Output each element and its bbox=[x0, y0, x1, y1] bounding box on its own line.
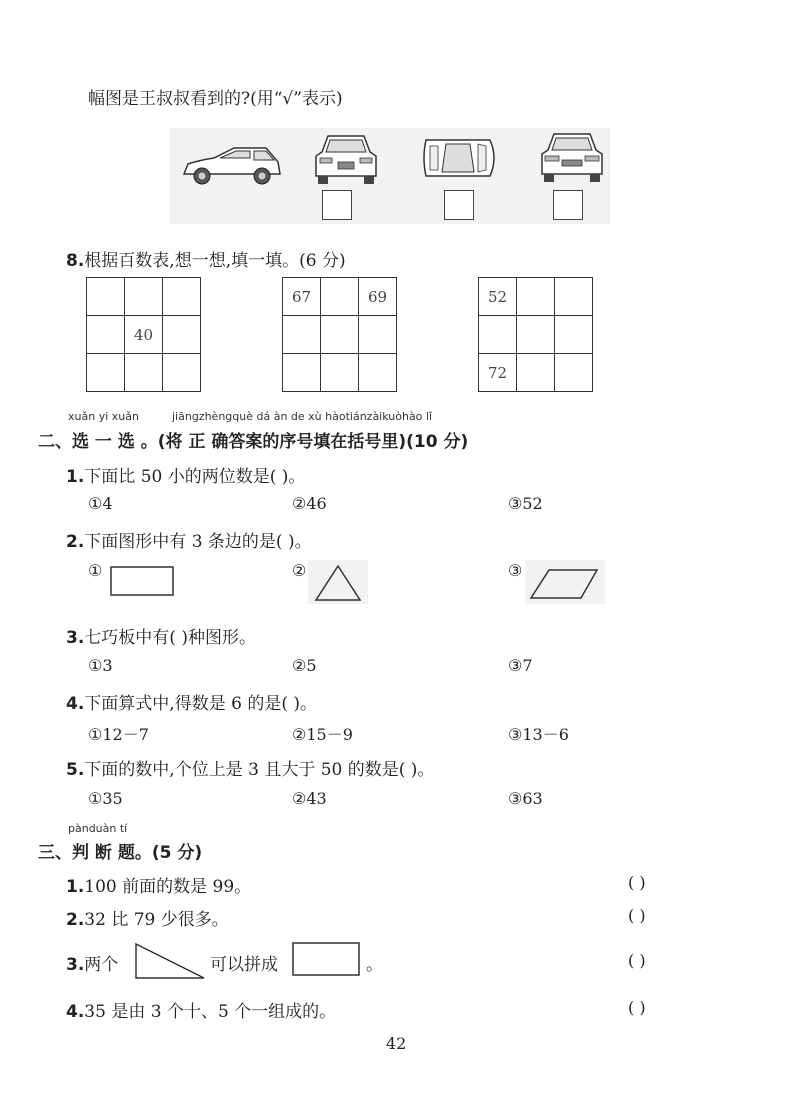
car-top-view-image bbox=[420, 132, 500, 184]
q8-text: 根据百数表,想一想,填一填。(6 分) bbox=[84, 251, 346, 271]
grid3-cell[interactable] bbox=[555, 316, 593, 354]
s2-q4-text: 下面算式中,得数是 6 的是( )。 bbox=[84, 694, 317, 714]
s2-q5-number: 5. bbox=[66, 760, 85, 780]
grid1-cell[interactable] bbox=[87, 278, 125, 316]
s2-q2-option-3[interactable]: ③ bbox=[508, 561, 523, 580]
grid3-cell[interactable] bbox=[517, 316, 555, 354]
s2-q1-option-2[interactable]: ②46 bbox=[292, 494, 327, 513]
grid1-cell[interactable] bbox=[125, 278, 163, 316]
s3-item-2 bbox=[66, 905, 229, 930]
s2-q3-number: 3. bbox=[66, 628, 85, 648]
s2-q3-option-3[interactable]: ③7 bbox=[508, 656, 533, 675]
grid2-cell[interactable] bbox=[359, 316, 397, 354]
hundred-grid-2 bbox=[282, 277, 397, 392]
grid3-cell[interactable] bbox=[555, 278, 593, 316]
s2-q2-text: 下面图形中有 3 条边的是( )。 bbox=[84, 532, 312, 552]
q8-heading bbox=[66, 246, 346, 271]
car-front-view-2-image bbox=[540, 130, 604, 184]
s3-item-3-text-b: 可以拼成 bbox=[210, 955, 278, 975]
s3-item-4-answer-paren[interactable]: ( ) bbox=[628, 998, 646, 1017]
section3-title: 三、判 断 题。(5 分) bbox=[38, 843, 203, 863]
grid1-cell[interactable] bbox=[87, 316, 125, 354]
s2-q1-option-3[interactable]: ③52 bbox=[508, 494, 543, 513]
grid1-cell[interactable] bbox=[87, 354, 125, 392]
s3-item-3-lead bbox=[66, 950, 118, 975]
grid2-cell[interactable] bbox=[283, 316, 321, 354]
s3-item-3-answer-paren[interactable]: ( ) bbox=[628, 951, 646, 970]
grid3-cell: 72 bbox=[479, 354, 517, 392]
grid1-cell[interactable] bbox=[163, 354, 201, 392]
hundred-grid-3 bbox=[478, 277, 593, 392]
s3-item-3-text-a: 两个 bbox=[84, 955, 119, 975]
grid1-cell: 40 bbox=[125, 316, 163, 354]
car-side-view-image bbox=[180, 140, 282, 188]
grid2-cell[interactable] bbox=[359, 354, 397, 392]
grid2-cell: 69 bbox=[359, 278, 397, 316]
s2-q1-text: 下面比 50 小的两位数是( )。 bbox=[84, 467, 306, 487]
grid2-cell[interactable] bbox=[321, 354, 359, 392]
checkbox-top-view[interactable] bbox=[444, 190, 474, 220]
s2-q5 bbox=[66, 755, 434, 780]
s3-item-3-number: 3. bbox=[66, 955, 85, 975]
grid2-cell[interactable] bbox=[321, 278, 359, 316]
s2-q2-option-2[interactable]: ② bbox=[292, 561, 307, 580]
s2-q3-option-2[interactable]: ②5 bbox=[292, 656, 317, 675]
rectangle-result-shape bbox=[292, 942, 362, 978]
grid2-cell[interactable] bbox=[321, 316, 359, 354]
s2-q1 bbox=[66, 462, 305, 487]
s2-q3-text: 七巧板中有( )种图形。 bbox=[84, 628, 256, 648]
section2-pinyin-b: jiāngzhèngquè dá àn de xù hàotiánzàikuòhào lǐ bbox=[172, 410, 433, 423]
s3-item-2-text: 32 比 79 少很多。 bbox=[84, 910, 229, 930]
s3-item-2-number: 2. bbox=[66, 910, 85, 930]
s2-q4-option-3[interactable]: ③13－6 bbox=[508, 725, 569, 744]
q8-number: 8. bbox=[66, 251, 85, 271]
s3-item-4 bbox=[66, 997, 336, 1022]
checkbox-front-view[interactable] bbox=[322, 190, 352, 220]
s3-item-1-text: 100 前面的数是 99。 bbox=[84, 877, 252, 897]
grid3-cell[interactable] bbox=[517, 354, 555, 392]
grid3-cell: 52 bbox=[479, 278, 517, 316]
s2-q4-option-2[interactable]: ②15－9 bbox=[292, 725, 353, 744]
car-front-view-image bbox=[314, 132, 378, 186]
s3-item-1-answer-paren[interactable]: ( ) bbox=[628, 873, 646, 892]
s2-q2-number: 2. bbox=[66, 532, 85, 552]
grid3-cell[interactable] bbox=[517, 278, 555, 316]
right-triangle-shape bbox=[134, 942, 206, 980]
s3-item-1-number: 1. bbox=[66, 877, 85, 897]
s2-q2-option-1[interactable]: ① bbox=[88, 561, 103, 580]
grid3-cell[interactable] bbox=[555, 354, 593, 392]
s2-q5-option-1[interactable]: ①35 bbox=[88, 789, 123, 808]
s3-item-1 bbox=[66, 872, 251, 897]
s2-q4-option-1[interactable]: ①12－7 bbox=[88, 725, 149, 744]
grid1-cell[interactable] bbox=[163, 278, 201, 316]
q7-text: 幅图是王叔叔看到的?(用“√”表示) bbox=[88, 89, 343, 109]
s2-q4 bbox=[66, 689, 317, 714]
grid1-cell[interactable] bbox=[163, 316, 201, 354]
s2-q2 bbox=[66, 527, 312, 552]
triangle-shape-area bbox=[308, 560, 368, 604]
s2-q4-number: 4. bbox=[66, 694, 85, 714]
grid3-cell[interactable] bbox=[479, 316, 517, 354]
page-number: 42 bbox=[386, 1034, 407, 1053]
s2-q3 bbox=[66, 623, 256, 648]
s2-q5-text: 下面的数中,个位上是 3 且大于 50 的数是( )。 bbox=[84, 760, 435, 780]
hundred-grid-1 bbox=[86, 277, 201, 392]
grid2-cell[interactable] bbox=[283, 354, 321, 392]
s3-item-4-number: 4. bbox=[66, 1002, 85, 1022]
s3-item-4-text: 35 是由 3 个十、5 个一组成的。 bbox=[84, 1002, 337, 1022]
s2-q1-option-1[interactable]: ①4 bbox=[88, 494, 113, 513]
checkbox-front-view-2[interactable] bbox=[553, 190, 583, 220]
section2-pinyin-a: xuǎn yi xuǎn bbox=[68, 410, 139, 423]
grid1-cell[interactable] bbox=[125, 354, 163, 392]
parallelogram-shape-area bbox=[525, 560, 605, 604]
rectangle-shape bbox=[110, 566, 176, 598]
s2-q3-option-1[interactable]: ①3 bbox=[88, 656, 113, 675]
grid2-cell: 67 bbox=[283, 278, 321, 316]
s2-q5-option-3[interactable]: ③63 bbox=[508, 789, 543, 808]
s2-q5-option-2[interactable]: ②43 bbox=[292, 789, 327, 808]
s3-item-2-answer-paren[interactable]: ( ) bbox=[628, 906, 646, 925]
section3-pinyin: pànduàn tí bbox=[68, 822, 128, 835]
s2-q1-number: 1. bbox=[66, 467, 85, 487]
s3-item-3-text-c: 。 bbox=[366, 955, 383, 975]
section2-title: 二、选 一 选 。(将 正 确答案的序号填在括号里)(10 分) bbox=[38, 432, 469, 452]
